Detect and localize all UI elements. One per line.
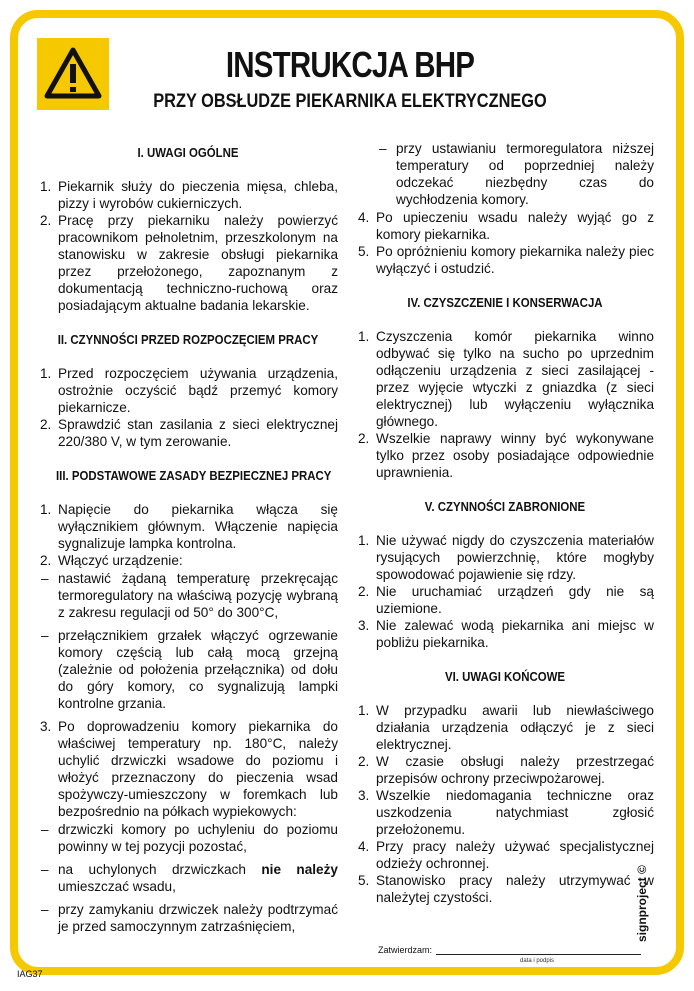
section-list — [356, 702, 654, 906]
list-item: 3. Wszelkie niedomagania techniczne oraz uszkodzenia natychmiast zgłosić przełożonemu. — [358, 788, 654, 837]
page-subtitle: PRZY OBSŁUDZE PIEKARNIKA ELEKTRYCZNEGO — [153, 91, 547, 112]
list-item: 5. Stanowisko pracy należy utrzymywać w należytej czystości. — [358, 873, 654, 905]
list-item-text: W czasie obsługi należy przestrzegać przepisów ochrony przeciwpożarowej. — [376, 754, 654, 786]
section-list — [356, 532, 654, 651]
list-item-text: Wszelkie naprawy winny być wykonywane tylko przez osoby posiadające odpowiednie uprawnienia. — [376, 431, 654, 480]
list-item-text: Nie zalewać wodą piekarnika ani miejsc w pobliżu piekarnika. — [376, 618, 654, 650]
section-heading: VI. UWAGI KOŃCOWE — [444, 669, 566, 684]
sub-list-item: – przełącznikiem grzałek włączyć ogrzewanie komory częścią lub całą mocą grzejną (zależnie od położenia przełącznika) od dołu do góry komory, co sygnalizują lampki kontrolne grzania. — [38, 627, 338, 712]
product-code: IAG37 — [17, 969, 43, 979]
approval-field — [378, 945, 641, 955]
list-item: 2. Nie uruchamiać urządzeń gdy nie są uziemione. — [358, 584, 654, 616]
sub-list — [38, 570, 338, 712]
list-item-text: Sprawdzić stan zasilania z sieci elektrycznej 220/380 V, w tym zerowanie. — [58, 417, 338, 449]
list-item: 2. Wszelkie naprawy winny być wykonywane tylko przez osoby posiadające odpowiednie uprawnienia. — [358, 431, 654, 480]
list-item: 2. Pracę przy piekarniku należy powierzyć pracownikom pełnoletnim, przeszkolonym na stanowisku w zakresie obsługi piekarnika przez przełożonego, zapoznanym z dokumentacją techniczno-ruchową oraz posiadającym aktualne badania lekarskie. — [40, 213, 338, 313]
list-item: 2. Sprawdzić stan zasilania z sieci elektrycznej 220/380 V, w tym zerowanie. — [40, 417, 338, 449]
list-item-text: Nie używać nigdy do czyszczenia materiałów rysujących powierzchnię, które mogłyby spowodować pojawienie się rdzy. — [376, 533, 654, 582]
sub-list-item: – drzwiczki komory po uchyleniu do poziomu powinny w tej pozycji pozostać, — [38, 821, 338, 855]
section-list — [356, 328, 654, 481]
list-item: 1. Piekarnik służy do pieczenia mięsa, chleba, pizzy i wyrobów cukierniczych. — [40, 179, 338, 211]
left-column — [38, 140, 338, 941]
list-item: 1. W przypadku awarii lub niewłaściwego działania urządzenia odłączyć je z sieci elektrycznej. — [358, 703, 654, 752]
sub-list-item — [38, 861, 338, 895]
section-list — [38, 501, 338, 935]
section-heading: II. CZYNNOŚCI PRZED ROZPOCZĘCIEM PRACY — [57, 332, 319, 347]
right-column — [356, 140, 654, 906]
section-heading: III. PODSTAWOWE ZASADY BEZPIECZNEJ PRACY — [56, 468, 332, 483]
page-title: INSTRUKCJA BHP — [225, 44, 475, 85]
list-item-text: Po upieczeniu wsadu należy wyjąć go z komory piekarnika. — [376, 210, 654, 242]
list-item-text: Włączyć urządzenie: — [58, 553, 183, 568]
list-item: 5. Po opróżnieniu komory piekarnika należy piec wyłączyć i ostudzić. — [358, 244, 654, 276]
section-list — [356, 209, 654, 277]
warning-triangle-icon — [37, 38, 109, 110]
list-item: 3. Nie zalewać wodą piekarnika ani miejsc w pobliżu piekarnika. — [358, 618, 654, 650]
sub-item-text: na uchylonych drzwiczkach — [58, 862, 262, 877]
section-list — [38, 178, 338, 314]
list-item: 2. Włączyć urządzenie: – nastawić żądaną temperaturę przekręcając termoregulatory na właściwą pozycję wybraną z zakresu regulacji od 50° do 300°C, – przełącznikiem grzałek włączyć ogrzewanie komory częścią lub całą mocą grzejną (zależnie od położenia przełącznika) od dołu do góry komory, co sygnalizują lampki kontrolne grzania. — [38, 552, 338, 712]
list-item-text: Napięcie do piekarnika włącza się wyłącznikiem głównym. Włączenie napięcia sygnalizuje lampka kontrolna. — [58, 502, 338, 551]
list-item-text: Pracę przy piekarniku należy powierzyć pracownikom pełnoletnim, przeszkolonym na stanowisku w zakresie obsługi piekarnika przez przełożonego, zapoznanym z dokumentacją techniczno-ruchową oraz posiadającym aktualne badania lekarskie. — [58, 213, 338, 313]
sub-list — [38, 821, 338, 935]
section-heading: IV. CZYSZCZENIE I KONSERWACJA — [407, 295, 603, 310]
list-item-text: Nie uruchamiać urządzeń gdy nie są uziemione. — [376, 584, 654, 616]
section-heading: I. UWAGI OGÓLNE — [137, 145, 239, 160]
list-item-text: Po doprowadzeniu komory piekarnika do właściwej temperatury np. 180°C, należy uchylić drzwiczki wsadowe do poziomu i włożyć przeznaczony do pieczenia wsad spożywczy-umieszczony w foremkach lub bezpośrednio na półkach wypiekowych: — [58, 719, 338, 819]
signature-hint: data i podpis — [520, 958, 555, 964]
list-item-text: Stanowisko pracy należy utrzymywać w należytej czystości. — [376, 873, 654, 905]
list-item-text: Przy pracy należy używać specjalistycznej odzieży ochronnej. — [376, 839, 654, 871]
sub-list-item: – nastawić żądaną temperaturę przekręcając termoregulatory na właściwą pozycję wybraną z zakresu regulacji od 50° do 300°C, — [38, 570, 338, 621]
list-item-text: Przed rozpoczęciem używania urządzenia, ostrożnie oczyścić bądź przemyć komory piekarnicze. — [58, 366, 338, 415]
list-item: 1. Czyszczenia komór piekarnika winno odbywać się tylko na sucho po uprzednim odłączeniu urządzenia z sieci zasilającej - przez wyjęcie wtyczki z gniazdka (z sieci elektrycznej) lub wyłączeniu wyłącznika głównego. — [358, 329, 654, 429]
approval-label: Zatwierdzam: — [378, 945, 433, 955]
list-item: 4. Po upieczeniu wsadu należy wyjąć go z komory piekarnika. — [358, 210, 654, 242]
sub-list-item: – przy zamykaniu drzwiczek należy podtrzymać je przed samoczynnym zatrzaśnięciem, — [38, 901, 338, 935]
list-item: 3. Po doprowadzeniu komory piekarnika do właściwej temperatury np. 180°C, należy uchylić drzwiczki wsadowe do poziomu i włożyć przeznaczony do pieczenia wsad spożywczy-umieszczony w foremkach lub bezpośrednio na półkach wypiekowych: – drzwiczki komory po uchyleniu do poziomu powinny w tej pozycji pozostać, – na uchylonych drzwiczkach nie należy umieszczać wsadu, – przy zamykaniu drzwiczek należy podtrzymać je przed samoczynnym zatrzaśnięciem, — [38, 718, 338, 935]
list-item-text: Wszelkie niedomagania techniczne oraz uszkodzenia natychmiast zgłosić przełożonemu. — [376, 788, 654, 837]
brand-mark: signproject © — [635, 865, 649, 942]
list-item: 1. Nie używać nigdy do czyszczenia materiałów rysujących powierzchnię, które mogłyby spowodować pojawienie się rdzy. — [358, 533, 654, 582]
signature-line — [436, 945, 641, 955]
list-item: 1. Napięcie do piekarnika włącza się wyłącznikiem głównym. Włączenie napięcia sygnalizuje lampka kontrolna. — [40, 502, 338, 551]
sub-item-text: umieszczać wsadu, — [58, 879, 176, 894]
sub-item-bold: nie należy — [261, 862, 338, 877]
list-item: 4. Przy pracy należy używać specjalistycznej odzieży ochronnej. — [358, 839, 654, 871]
list-item: 1. Przed rozpoczęciem używania urządzenia, ostrożnie oczyścić bądź przemyć komory piekarnicze. — [40, 366, 338, 415]
list-item: 2. W czasie obsługi należy przestrzegać przepisów ochrony przeciwpożarowej. — [358, 754, 654, 786]
section-heading: V. CZYNNOŚCI ZABRONIONE — [424, 499, 586, 514]
list-item-text: Czyszczenia komór piekarnika winno odbywać się tylko na sucho po uprzednim odłączeniu urządzenia z sieci zasilającej - przez wyjęcie wtyczki z gniazdka (z sieci elektrycznej) lub wyłączeniu wyłącznika głównego. — [376, 329, 654, 429]
list-item-text: Po opróżnieniu komory piekarnika należy piec wyłączyć i ostudzić. — [376, 244, 654, 276]
list-item-text: W przypadku awarii lub niewłaściwego działania urządzenia odłączyć je z sieci elektrycznej. — [376, 703, 654, 752]
continued-sub-item: – przy ustawianiu termoregulatora niższej temperatury od poprzedniej należy odczekać niezbędny czas do wychłodzenia komory. — [356, 140, 654, 208]
list-item-text: Piekarnik służy do pieczenia mięsa, chleba, pizzy i wyrobów cukierniczych. — [58, 179, 338, 211]
section-list — [38, 365, 338, 450]
